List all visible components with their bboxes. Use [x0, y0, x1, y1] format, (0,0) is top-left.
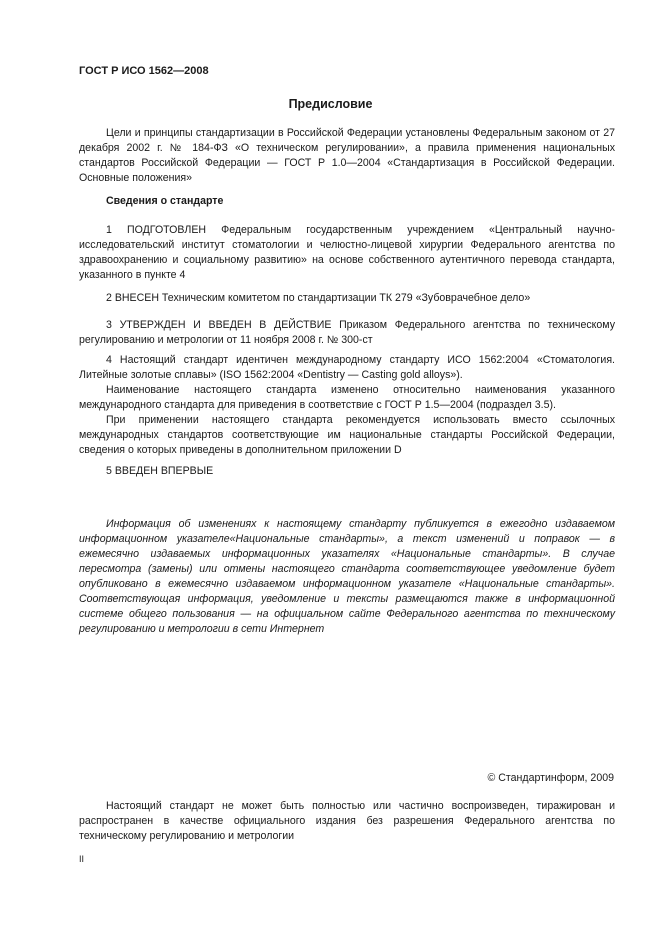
item-3-text: 3 УТВЕРЖДЕН И ВВЕДЕН В ДЕЙСТВИЕ Приказом Федерального агентства по техническому регулированию и метрологии от 11 ноября 2008 г. № 300-ст — [79, 319, 615, 346]
item-4-note-references: При применении настоящего стандарта рекомендуется использовать вместо ссылочных международных стандартов соответствующие им национальные стандарты Российской Федерации, сведения о которых приведены в дополнительном приложении D — [79, 414, 615, 456]
copyright-line: © Стандартинформ, 2009 — [487, 772, 614, 784]
changes-notice-text: Информация об изменениях к настоящему стандарту публикуется в ежегодно издаваемом информационном указателе«Национальные стандарты», а текст изменений и поправок — в ежемесячно издаваемых информационных указателях «Национальные стандарты». В случае пересмотра (замены) или отмены настоящего стандарта соответствующее уведомление будет опубликовано в ежемесячно издаваемом информационном указателе «Национальные стандарты». Соответствующая информация, уведомление и тексты размещаются также в информационной системе общего пользования — на официальном сайте Федерального агентства по техническому регулированию и метрологии в сети Интернет — [79, 518, 615, 635]
item-4-text: 4 Настоящий стандарт идентичен международному стандарту ИСО 1562:2004 «Стоматология. Литейные золотые сплавы» (ISO 1562:2004 «Dentistry — Casting gold alloys»). — [79, 354, 615, 381]
item-2 — [79, 291, 615, 306]
item-5-text: 5 ВВЕДЕН ВПЕРВЫЕ — [106, 465, 214, 477]
item-1-text: 1 ПОДГОТОВЛЕН Федеральным государственным учреждением «Центральный научно-исследовательский институт стоматологии и челюстно-лицевой хирургии Федерального агентства по здравоохранению и социальному развитию» на основе собственного аутентичного перевода стандарта, указанного в пункте 4 — [79, 224, 615, 281]
intro-block — [79, 126, 615, 186]
page-number: II — [79, 854, 85, 864]
item-4-note-name: Наименование настоящего стандарта изменено относительно наименования указанного международного стандарта для приведения в соответствие с ГОСТ Р 1.5—2004 (подраздел 3.5). — [79, 384, 615, 411]
reproduction-notice-block — [79, 799, 615, 844]
intro-paragraph: Цели и принципы стандартизации в Российской Федерации установлены Федеральным законом от 27 декабря 2002 г. № 184-ФЗ «О техническом регулировании», а правила применения национальных стандартов Российской Федерации — ГОСТ Р 1.0—2004 «Стандартизация в Российской Федерации. Основные положения» — [79, 127, 615, 184]
page-title: Предисловие — [288, 97, 373, 111]
reproduction-notice-text: Настоящий стандарт не может быть полностью или частично воспроизведен, тиражирован и распространен в качестве официального издания без разрешения Федерального агентства по техническому регулированию и метрологии — [79, 800, 615, 842]
item-3 — [79, 318, 615, 348]
item-4 — [79, 353, 615, 458]
standard-info-heading: Сведения о стандарте — [106, 195, 224, 207]
item-5 — [79, 464, 615, 479]
item-1 — [79, 223, 615, 283]
standard-code: ГОСТ Р ИСО 1562—2008 — [79, 65, 209, 77]
changes-notice-block — [79, 517, 615, 637]
item-2-text: 2 ВНЕСЕН Техническим комитетом по стандартизации ТК 279 «Зубоврачебное дело» — [106, 292, 531, 304]
